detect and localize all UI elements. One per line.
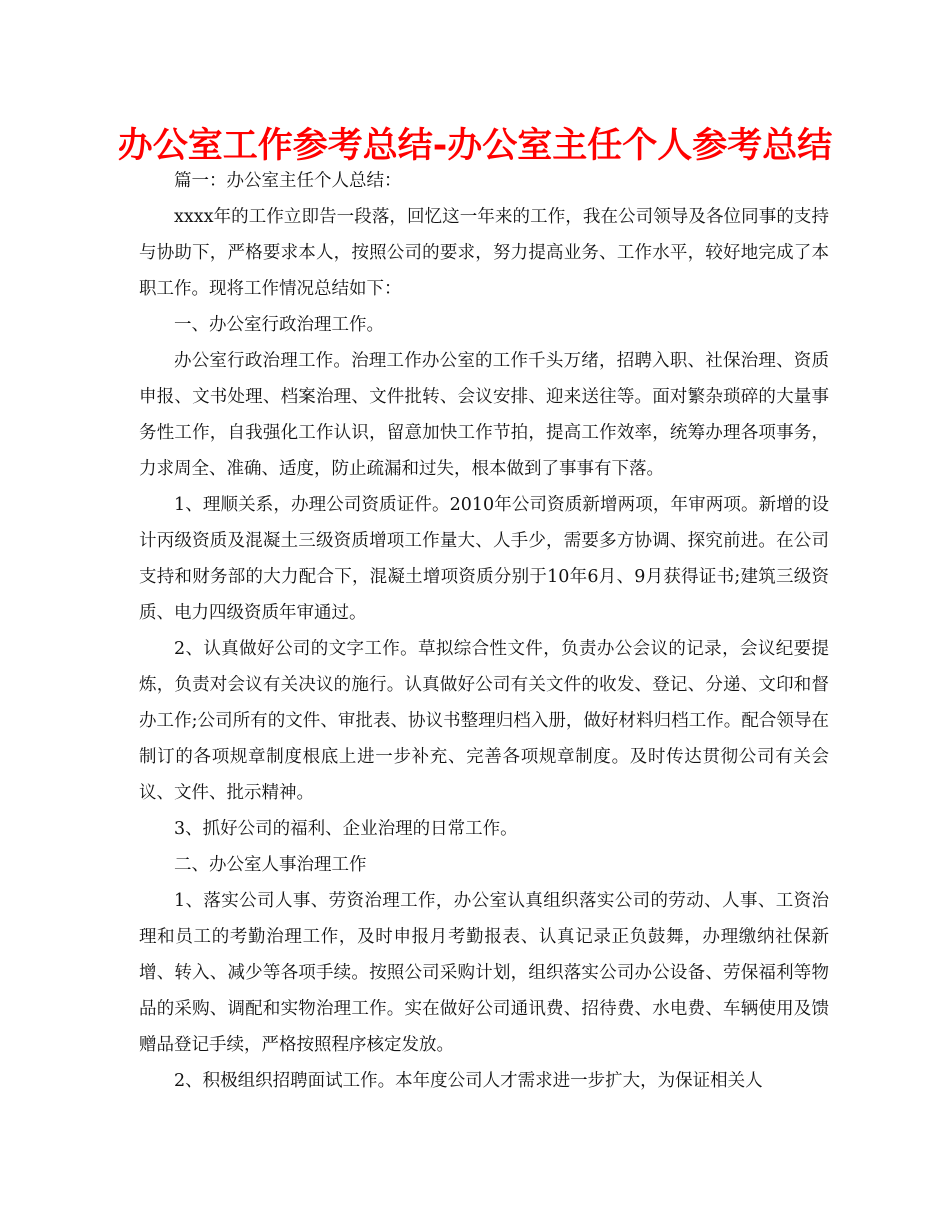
paragraph-item-documents: 2、认真做好公司的文字工作。草拟综合性文件，负责办公会议的记录，会议纪要提炼，负责对会议有关决议的施行。认真做好公司有关文件的收发、登记、分递、文印和督办工作;公司所有的文件、审批表、协议书整理归档入册，做好材料归档工作。配合领导在制订的各项规章制度根底上进一步补充、完善各项规章制度。及时传达贯彻公司有关会议、文件、批示精神。 xyxy=(139,639,829,803)
paragraph-item-labor: 1、落实公司人事、劳资治理工作，办公室认真组织落实公司的劳动、人事、工资治理和员工的考勤治理工作，及时申报月考勤报表、认真记录正负鼓舞，办理缴纳社保新增、转入、减少等各项手续。按照公司采购计划，组织落实公司办公设备、劳保福利等物品的采购、调配和实物治理工作。实在做好公司通讯费、招待费、水电费、车辆使用及馈赠品登记手续，严格按照程序核定发放。 xyxy=(139,891,829,1055)
document-body xyxy=(139,163,829,1099)
paragraph-item-welfare: 3、抓好公司的福利、企业治理的日常工作。 xyxy=(174,819,518,839)
paragraph-item-recruitment: 2、积极组织招聘面试工作。本年度公司人才需求进一步扩大，为保证相关人 xyxy=(174,1071,763,1091)
document-title: 办公室工作参考总结-办公室主任个人参考总结 xyxy=(117,126,833,166)
paragraph-admin-overview: 办公室行政治理工作。治理工作办公室的工作千头万绪，招聘入职、社保治理、资质申报、文书处理、档案治理、文件批转、会议安排、迎来送往等。面对繁杂琐碎的大量事务性工作，自我强化工作认识，留意加快工作节拍，提高工作效率，统筹办理各项事务，力求周全、准确、适度，防止疏漏和过失，根本做到了事事有下落。 xyxy=(139,351,829,479)
paragraph-heading-part1: 篇一：办公室主任个人总结： xyxy=(174,171,402,191)
section-heading-admin: 一、办公室行政治理工作。 xyxy=(174,315,384,335)
section-heading-personnel: 二、办公室人事治理工作 xyxy=(174,855,367,875)
paragraph-item-qualifications: 1、理顺关系，办理公司资质证件。2010年公司资质新增两项，年审两项。新增的设计丙级资质及混凝土三级资质增项工作量大、人手少，需要多方协调、探究前进。在公司支持和财务部的大力配合下，混凝土增项资质分别于10年6月、9月获得证书;建筑三级资质、电力四级资质年审通过。 xyxy=(139,495,829,623)
paragraph-intro: xxxx年的工作立即告一段落，回忆这一年来的工作，我在公司领导及各位同事的支持与协助下，严格要求本人，按照公司的要求，努力提高业务、工作水平，较好地完成了本职工作。现将工作情况总结如下： xyxy=(139,207,829,299)
